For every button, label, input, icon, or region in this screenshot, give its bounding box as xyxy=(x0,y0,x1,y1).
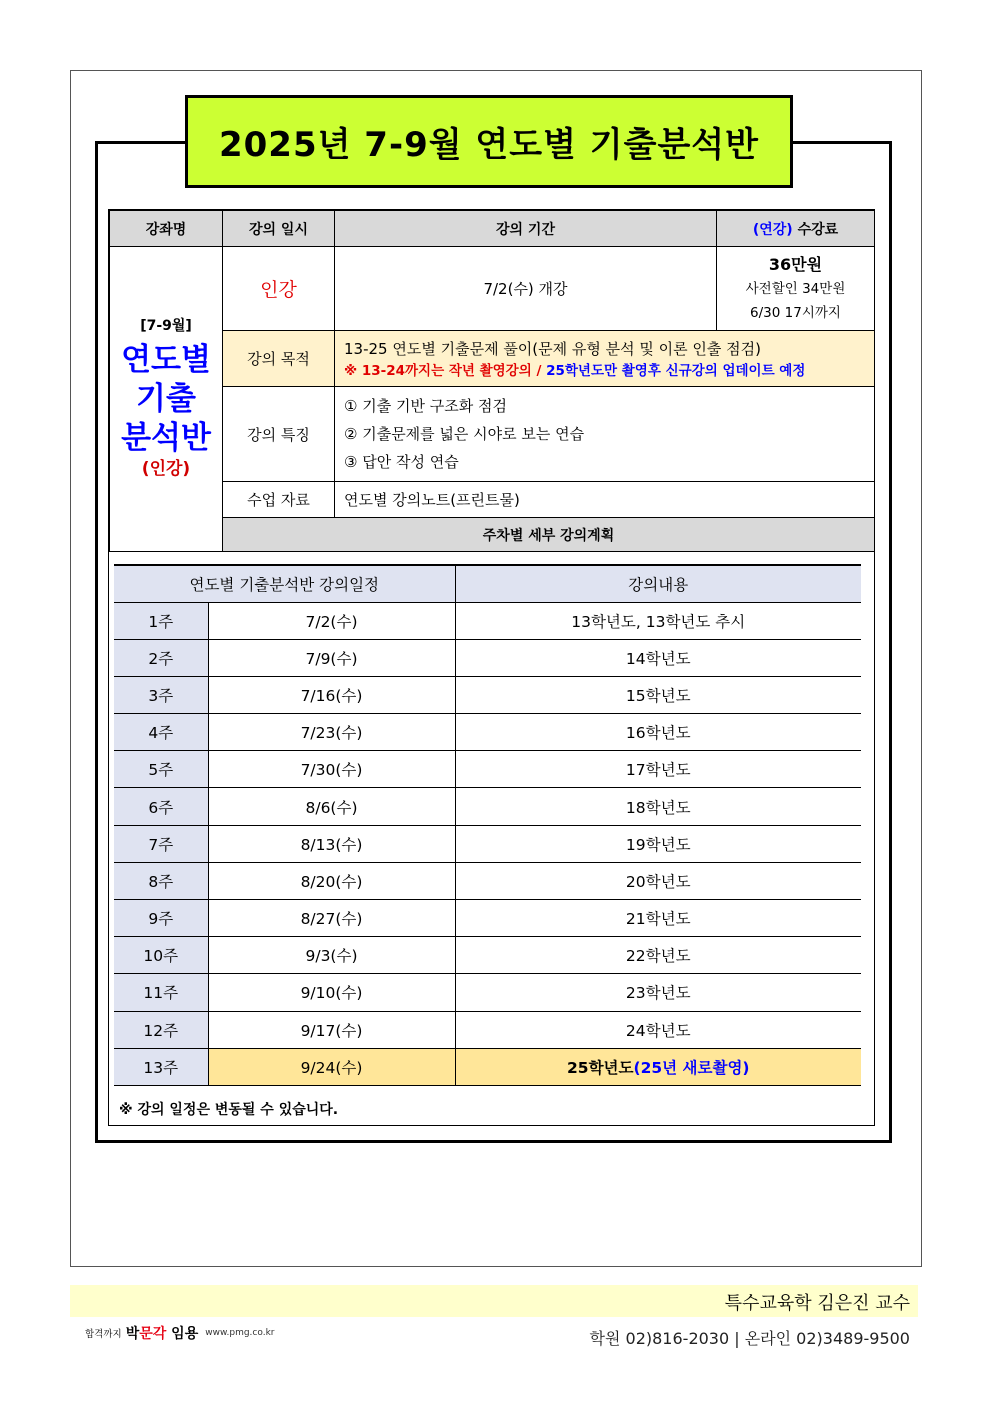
lecture-start: 7/2(수) 개강 xyxy=(334,246,717,331)
week-cell: 8주 xyxy=(114,862,208,899)
lecture-mode: 인강 xyxy=(222,246,335,331)
course-name-line-1: 연도별 xyxy=(121,342,211,378)
material-label: 수업 자료 xyxy=(222,481,335,518)
content-cell: 19학년도 xyxy=(455,825,861,862)
weekly-plan-header: 주차별 세부 강의계획 xyxy=(222,517,875,552)
goal-note-blue: 25학년도만 촬영후 신규강의 업데이트 예정 xyxy=(546,363,806,379)
date-cell: 8/27(수) xyxy=(208,900,455,937)
goal-cell xyxy=(334,330,875,387)
content-cell: 21학년도 xyxy=(455,900,861,937)
logo-url[interactable]: www.pmg.co.kr xyxy=(205,1328,275,1338)
date-cell: 9/3(수) xyxy=(208,937,455,974)
week-cell: 13주 xyxy=(114,1048,208,1085)
table-row xyxy=(114,639,861,676)
table-row xyxy=(114,974,861,1011)
date-cell: 7/2(수) xyxy=(208,602,455,639)
week-cell: 9주 xyxy=(114,900,208,937)
logo-brand: 박문각 임용 xyxy=(125,1326,199,1342)
week-cell: 6주 xyxy=(114,788,208,825)
contact-info: 학원 02)816-2030 | 온라인 02)3489-9500 xyxy=(589,1329,910,1348)
table-row xyxy=(114,602,861,639)
content-header: 강의내용 xyxy=(455,565,861,602)
date-cell: 7/23(수) xyxy=(208,714,455,751)
date-cell: 7/16(수) xyxy=(208,676,455,713)
fee-main: 36만원 xyxy=(768,254,823,274)
content-main: 25학년도 xyxy=(567,1058,634,1077)
fee-deadline: 6/30 17시까지 xyxy=(750,304,841,321)
date-cell: 9/17(수) xyxy=(208,1011,455,1048)
header-fee-label: 수강료 xyxy=(797,221,839,238)
table-row xyxy=(114,937,861,974)
header-fee-tag: (연강) xyxy=(752,221,793,238)
table-row xyxy=(114,900,861,937)
table-row xyxy=(114,1011,861,1048)
week-cell: 12주 xyxy=(114,1011,208,1048)
course-tag: (인강) xyxy=(141,459,191,480)
content-note: (25년 새로촬영) xyxy=(633,1058,750,1077)
table-row xyxy=(114,1048,861,1085)
page-title: 2025년 7-9월 연도별 기출분석반 xyxy=(218,125,759,165)
header-fee xyxy=(716,210,875,247)
week-cell: 10주 xyxy=(114,937,208,974)
schedule-header: 연도별 기출분석반 강의일정 xyxy=(114,565,455,602)
logo-prefix: 합격까지 xyxy=(85,1329,122,1340)
week-cell: 1주 xyxy=(114,602,208,639)
content-cell xyxy=(455,1048,861,1085)
material-text: 연도별 강의노트(프린트물) xyxy=(334,481,875,518)
content-cell: 15학년도 xyxy=(455,676,861,713)
fee-discount: 사전할인 34만원 xyxy=(745,280,846,297)
title-banner xyxy=(185,95,793,188)
features-cell xyxy=(334,386,875,482)
feature-item: ③ 답안 작성 연습 xyxy=(344,453,459,471)
schedule-footnote: ※ 강의 일정은 변동될 수 있습니다. xyxy=(119,1102,339,1118)
week-cell: 4주 xyxy=(114,714,208,751)
goal-label: 강의 목적 xyxy=(222,330,335,387)
week-cell: 5주 xyxy=(114,751,208,788)
week-cell: 11주 xyxy=(114,974,208,1011)
content-cell: 18학년도 xyxy=(455,788,861,825)
content-cell: 23학년도 xyxy=(455,974,861,1011)
content-cell: 17학년도 xyxy=(455,751,861,788)
week-cell: 3주 xyxy=(114,676,208,713)
table-row xyxy=(114,676,861,713)
date-cell: 8/13(수) xyxy=(208,825,455,862)
table-row xyxy=(114,714,861,751)
content-cell: 20학년도 xyxy=(455,862,861,899)
feature-label: 강의 특징 xyxy=(222,386,335,482)
goal-text: 13-25 연도별 기출문제 풀이(문제 유형 분석 및 이론 인출 점검) xyxy=(344,340,761,358)
header-lecture-period: 강의 기간 xyxy=(334,210,717,247)
table-row xyxy=(114,862,861,899)
content-cell: 14학년도 xyxy=(455,639,861,676)
feature-item: ① 기출 기반 구조화 점검 xyxy=(344,397,507,415)
brand-logo[interactable] xyxy=(85,1323,275,1343)
course-name-line-3: 분석반 xyxy=(121,419,211,456)
date-cell: 9/24(수) xyxy=(208,1048,455,1085)
schedule-table xyxy=(114,564,861,1086)
table-row xyxy=(114,788,861,825)
course-name-line-2: 기출 xyxy=(136,380,196,417)
fee-cell xyxy=(716,246,875,331)
date-cell: 8/20(수) xyxy=(208,862,455,899)
content-cell: 24학년도 xyxy=(455,1011,861,1048)
header-lecture-time: 강의 일시 xyxy=(222,210,335,247)
date-cell: 7/9(수) xyxy=(208,639,455,676)
course-name-cell xyxy=(109,246,223,552)
date-cell: 9/10(수) xyxy=(208,974,455,1011)
content-cell: 13학년도, 13학년도 추시 xyxy=(455,602,861,639)
goal-note-red: ※ 13-24까지는 작년 촬영강의 / xyxy=(344,363,547,379)
week-cell: 2주 xyxy=(114,639,208,676)
week-cell: 7주 xyxy=(114,825,208,862)
header-course-name: 강좌명 xyxy=(109,210,223,247)
content-cell: 22학년도 xyxy=(455,937,861,974)
date-cell: 7/30(수) xyxy=(208,751,455,788)
professor-name: 특수교육학 김은진 교수 xyxy=(724,1293,910,1314)
content-cell: 16학년도 xyxy=(455,714,861,751)
date-cell: 8/6(수) xyxy=(208,788,455,825)
feature-item: ② 기출문제를 넓은 시야로 보는 연습 xyxy=(344,425,585,443)
table-row xyxy=(114,751,861,788)
course-period: [7-9월] xyxy=(140,317,192,334)
table-row xyxy=(114,825,861,862)
